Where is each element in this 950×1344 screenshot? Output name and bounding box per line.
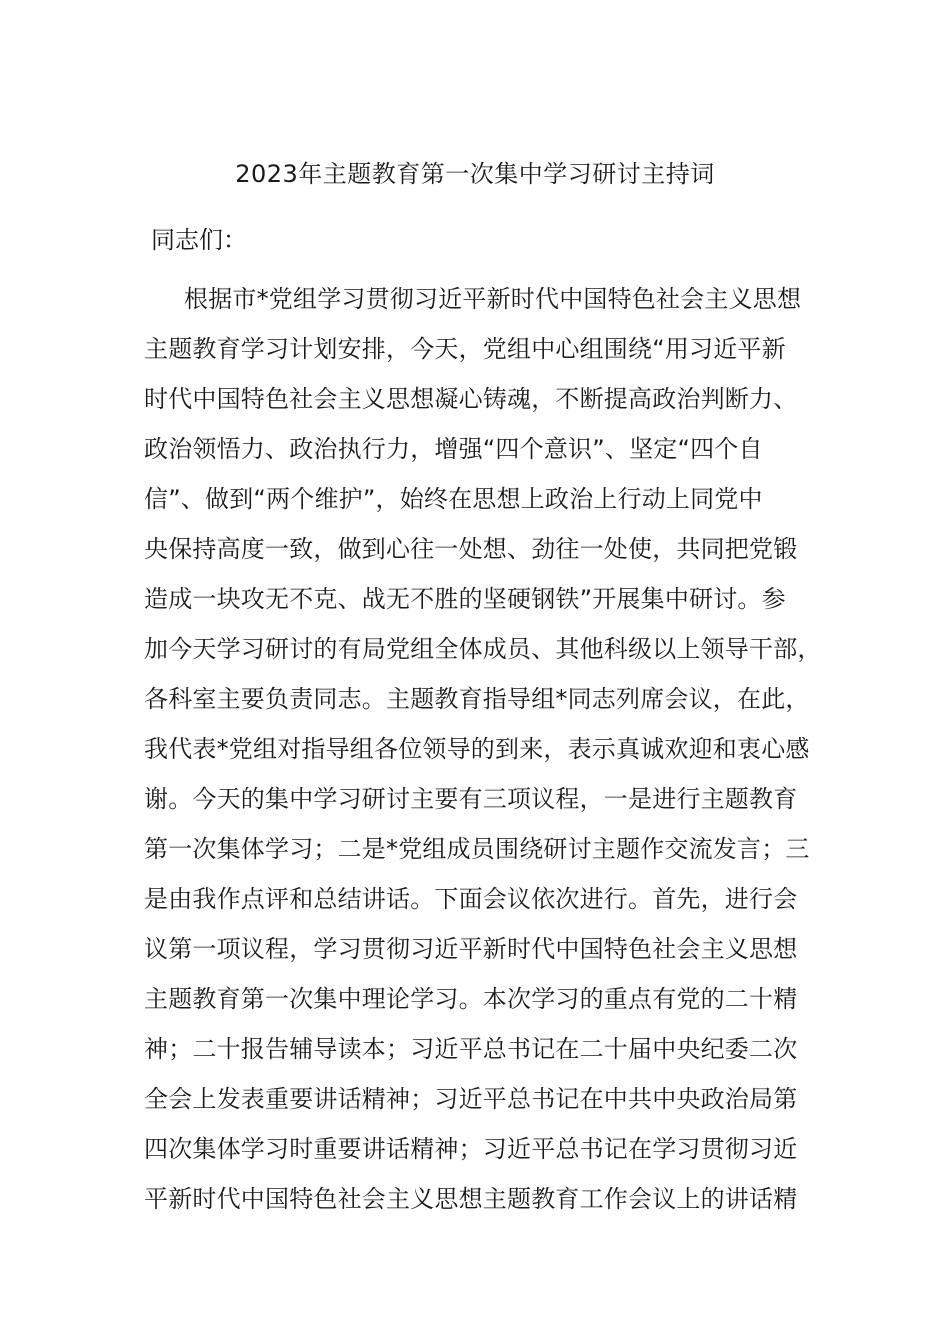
- paragraph-line: 时代中国特色社会主义思想凝心铸魂，不断提高政治判断力、: [144, 385, 798, 413]
- paragraph-line: 根据市*党组学习贯彻习近平新时代中国特色社会主义思想: [184, 285, 802, 313]
- document-title: 2023年主题教育第一次集中学习研讨主持词: [235, 160, 715, 188]
- paragraph-line: 政治领悟力、政治执行力，增强“四个意识”、坚定“四个自: [144, 435, 763, 463]
- paragraph-line: 是由我作点评和总结讲话。下面会议依次进行。首先，进行会: [144, 885, 798, 913]
- paragraph-line: 谢。今天的集中学习研讨主要有三项议程，一是进行主题教育: [144, 785, 798, 813]
- paragraph-line: 主题教育第一次集中理论学习。本次学习的重点有党的二十精: [144, 985, 798, 1013]
- paragraph-line: 信”、做到“两个维护”，始终在思想上政治上行动上同党中: [144, 485, 763, 513]
- paragraph-line: 加今天学习研讨的有局党组全体成员、其他科级以上领导干部，: [144, 635, 822, 663]
- paragraph-line: 主题教育学习计划安排，今天，党组中心组围绕“用习近平新: [144, 335, 786, 363]
- paragraph-line: 造成一块攻无不克、战无不胜的坚硬钢铁”开展集中研讨。参: [144, 585, 786, 613]
- paragraph-line: 第一次集体学习；二是*党组成员围绕研讨主题作交流发言；三: [144, 835, 810, 863]
- paragraph-line: 各科室主要负责同志。主题教育指导组*同志列席会议，在此，: [144, 685, 810, 713]
- paragraph-line: 全会上发表重要讲话精神；习近平总书记在中共中央政治局第: [144, 1085, 798, 1113]
- paragraph-line: 我代表*党组对指导组各位领导的到来，表示真诚欢迎和衷心感: [144, 735, 810, 763]
- body-paragraph: [144, 274, 822, 1224]
- paragraph-line: 神；二十报告辅导读本；习近平总书记在二十届中央纪委二次: [144, 1035, 798, 1063]
- paragraph-line: 央保持高度一致，做到心往一处想、劲往一处使，共同把党锻: [144, 535, 798, 563]
- paragraph-line: 议第一项议程，学习贯彻习近平新时代中国特色社会主义思想: [144, 935, 798, 963]
- salutation: 同志们：: [151, 226, 247, 254]
- paragraph-line: 四次集体学习时重要讲话精神；习近平总书记在学习贯彻习近: [144, 1135, 798, 1163]
- paragraph-line: 平新时代中国特色社会主义思想主题教育工作会议上的讲话精: [144, 1185, 798, 1213]
